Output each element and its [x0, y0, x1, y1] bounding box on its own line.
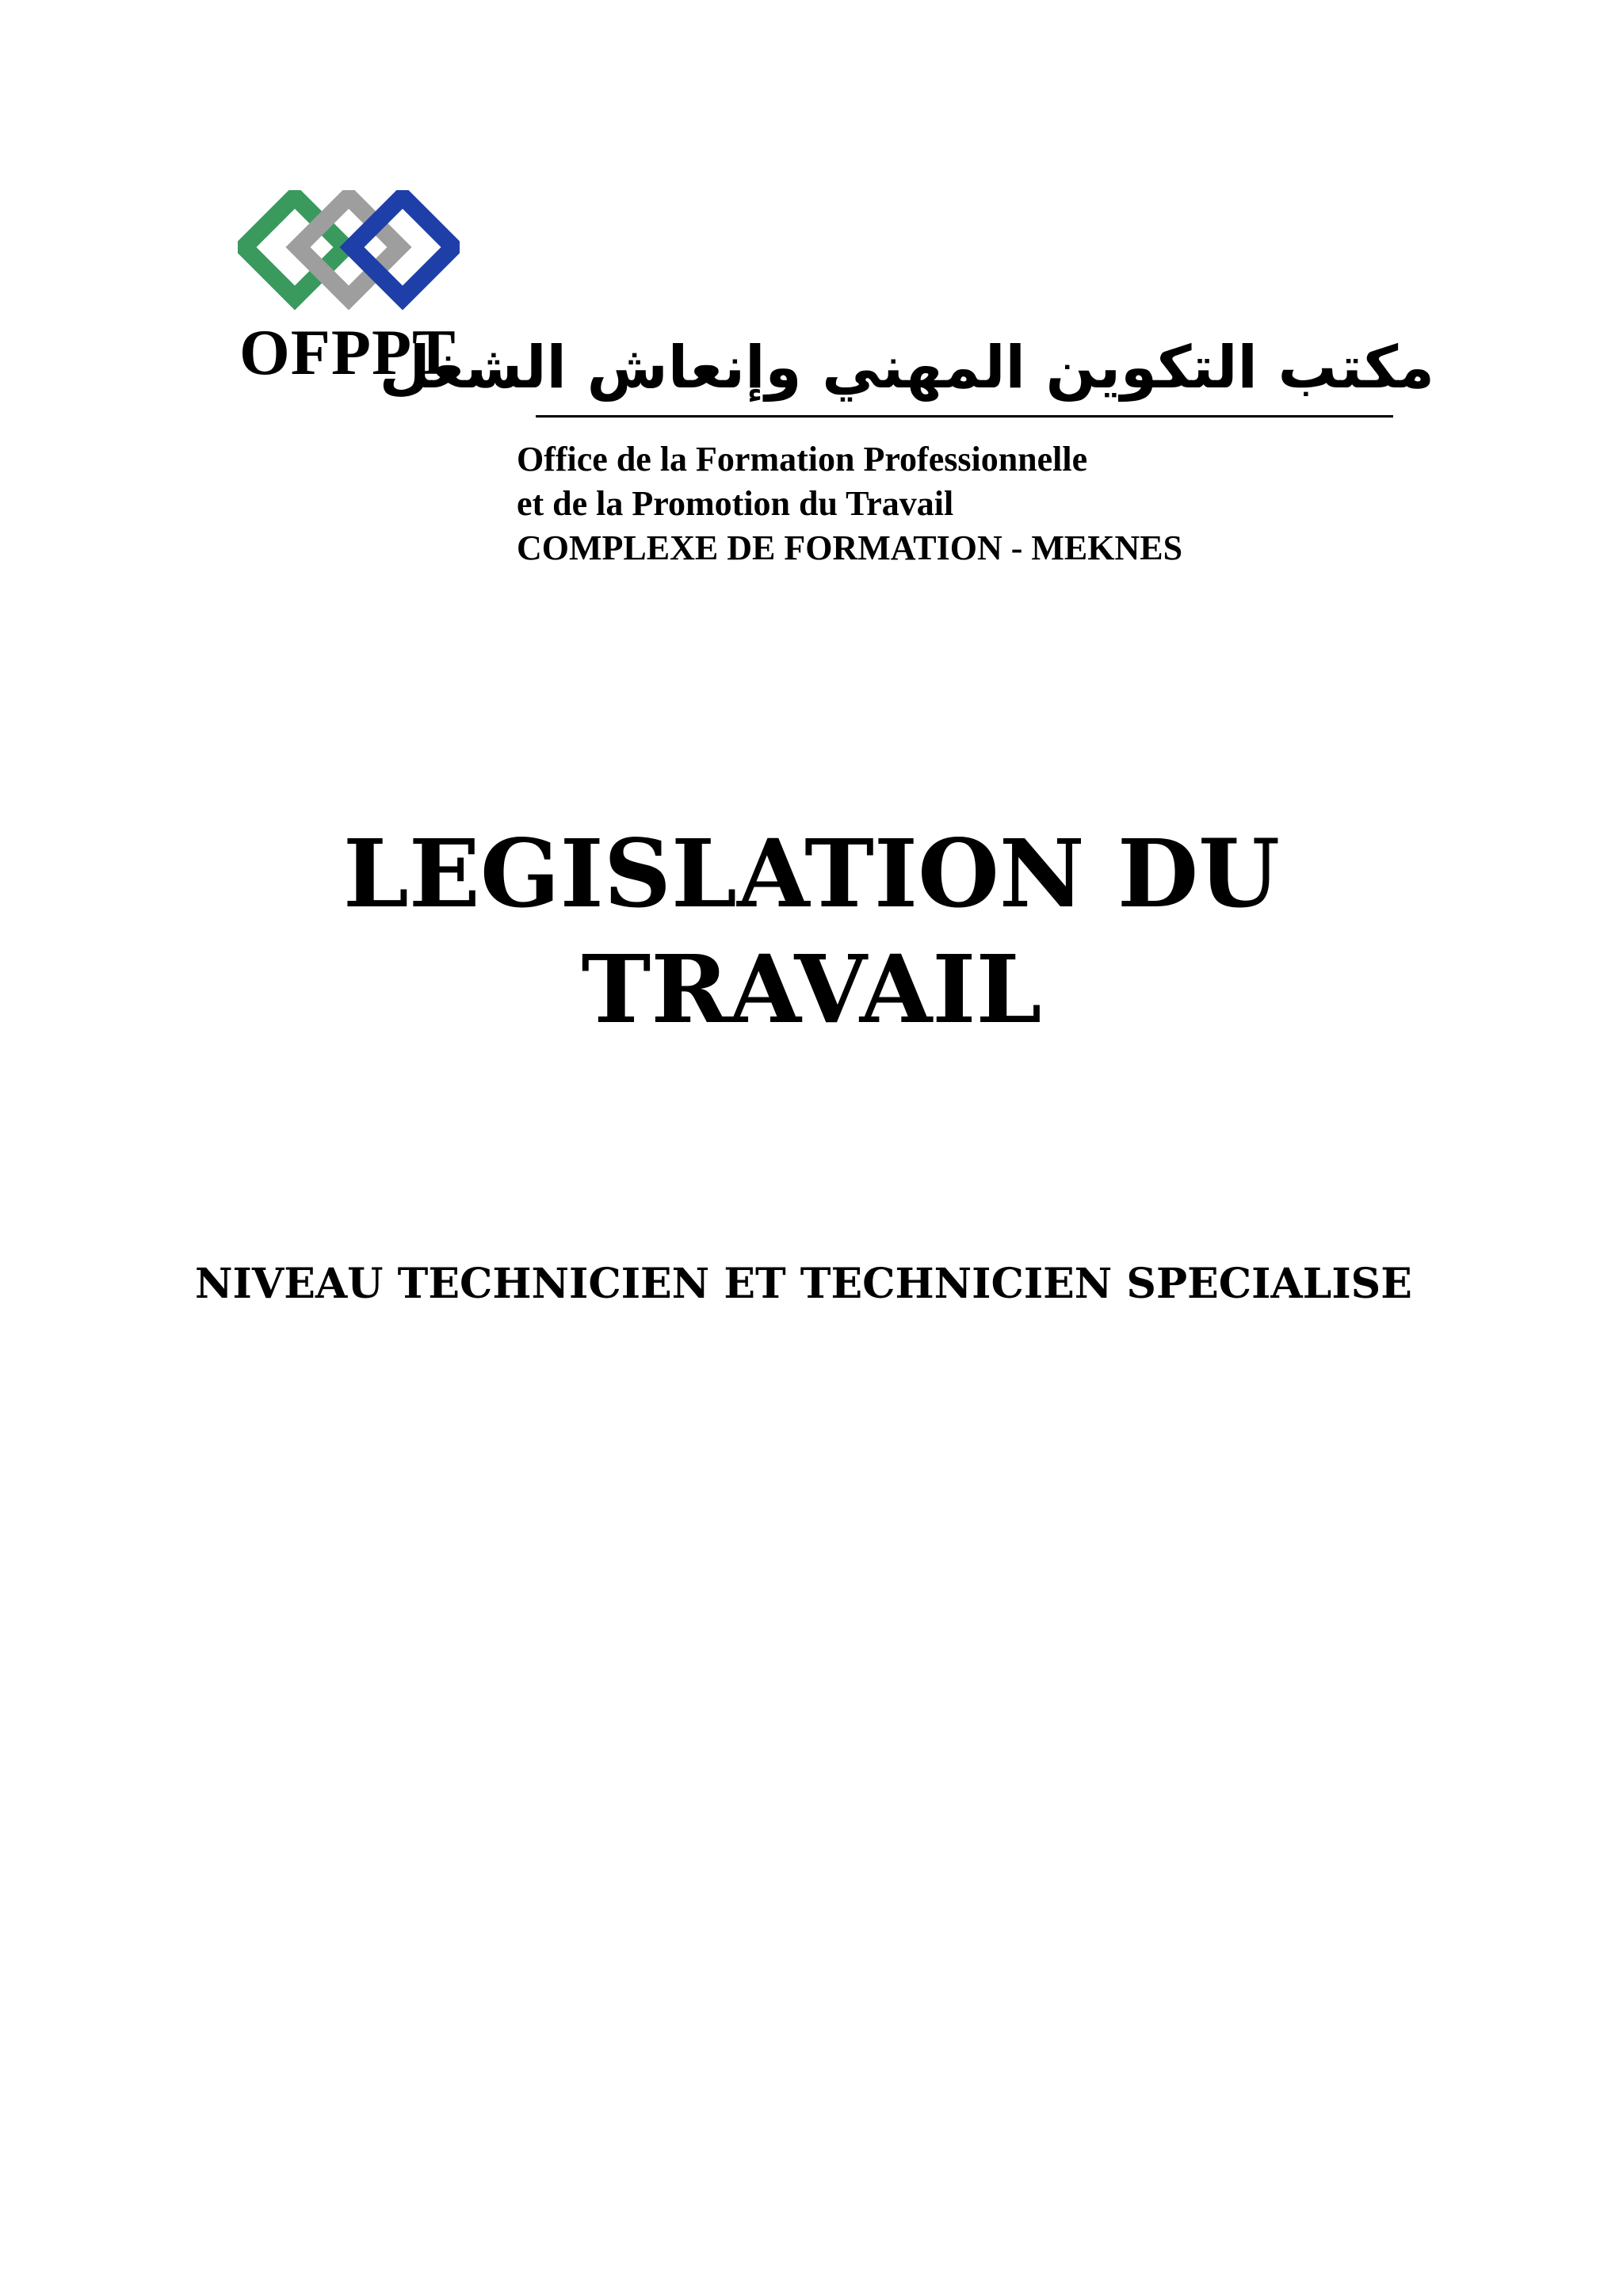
office-line-2: et de la Promotion du Travail — [517, 484, 954, 523]
arabic-office-name: مكتب التكوين المهني وإنعاش الشغل — [379, 334, 1434, 402]
ofppt-logo-icon — [238, 190, 460, 317]
title-line-1: LEGISLATION DU — [342, 818, 1281, 929]
office-line-3: COMPLEXE DE FORMATION - MEKNES — [517, 528, 1183, 567]
training-level: NIVEAU TECHNICIEN ET TECHNICIEN SPECIALISE — [195, 1260, 1412, 1308]
title-line-2: TRAVAIL — [581, 934, 1042, 1044]
office-line-1: Office de la Formation Professionnelle — [517, 440, 1088, 479]
logo-wordmark: OFPPT — [239, 316, 456, 388]
header-divider — [536, 415, 1393, 418]
document-title — [0, 816, 1623, 1047]
office-address-block — [517, 437, 1182, 570]
